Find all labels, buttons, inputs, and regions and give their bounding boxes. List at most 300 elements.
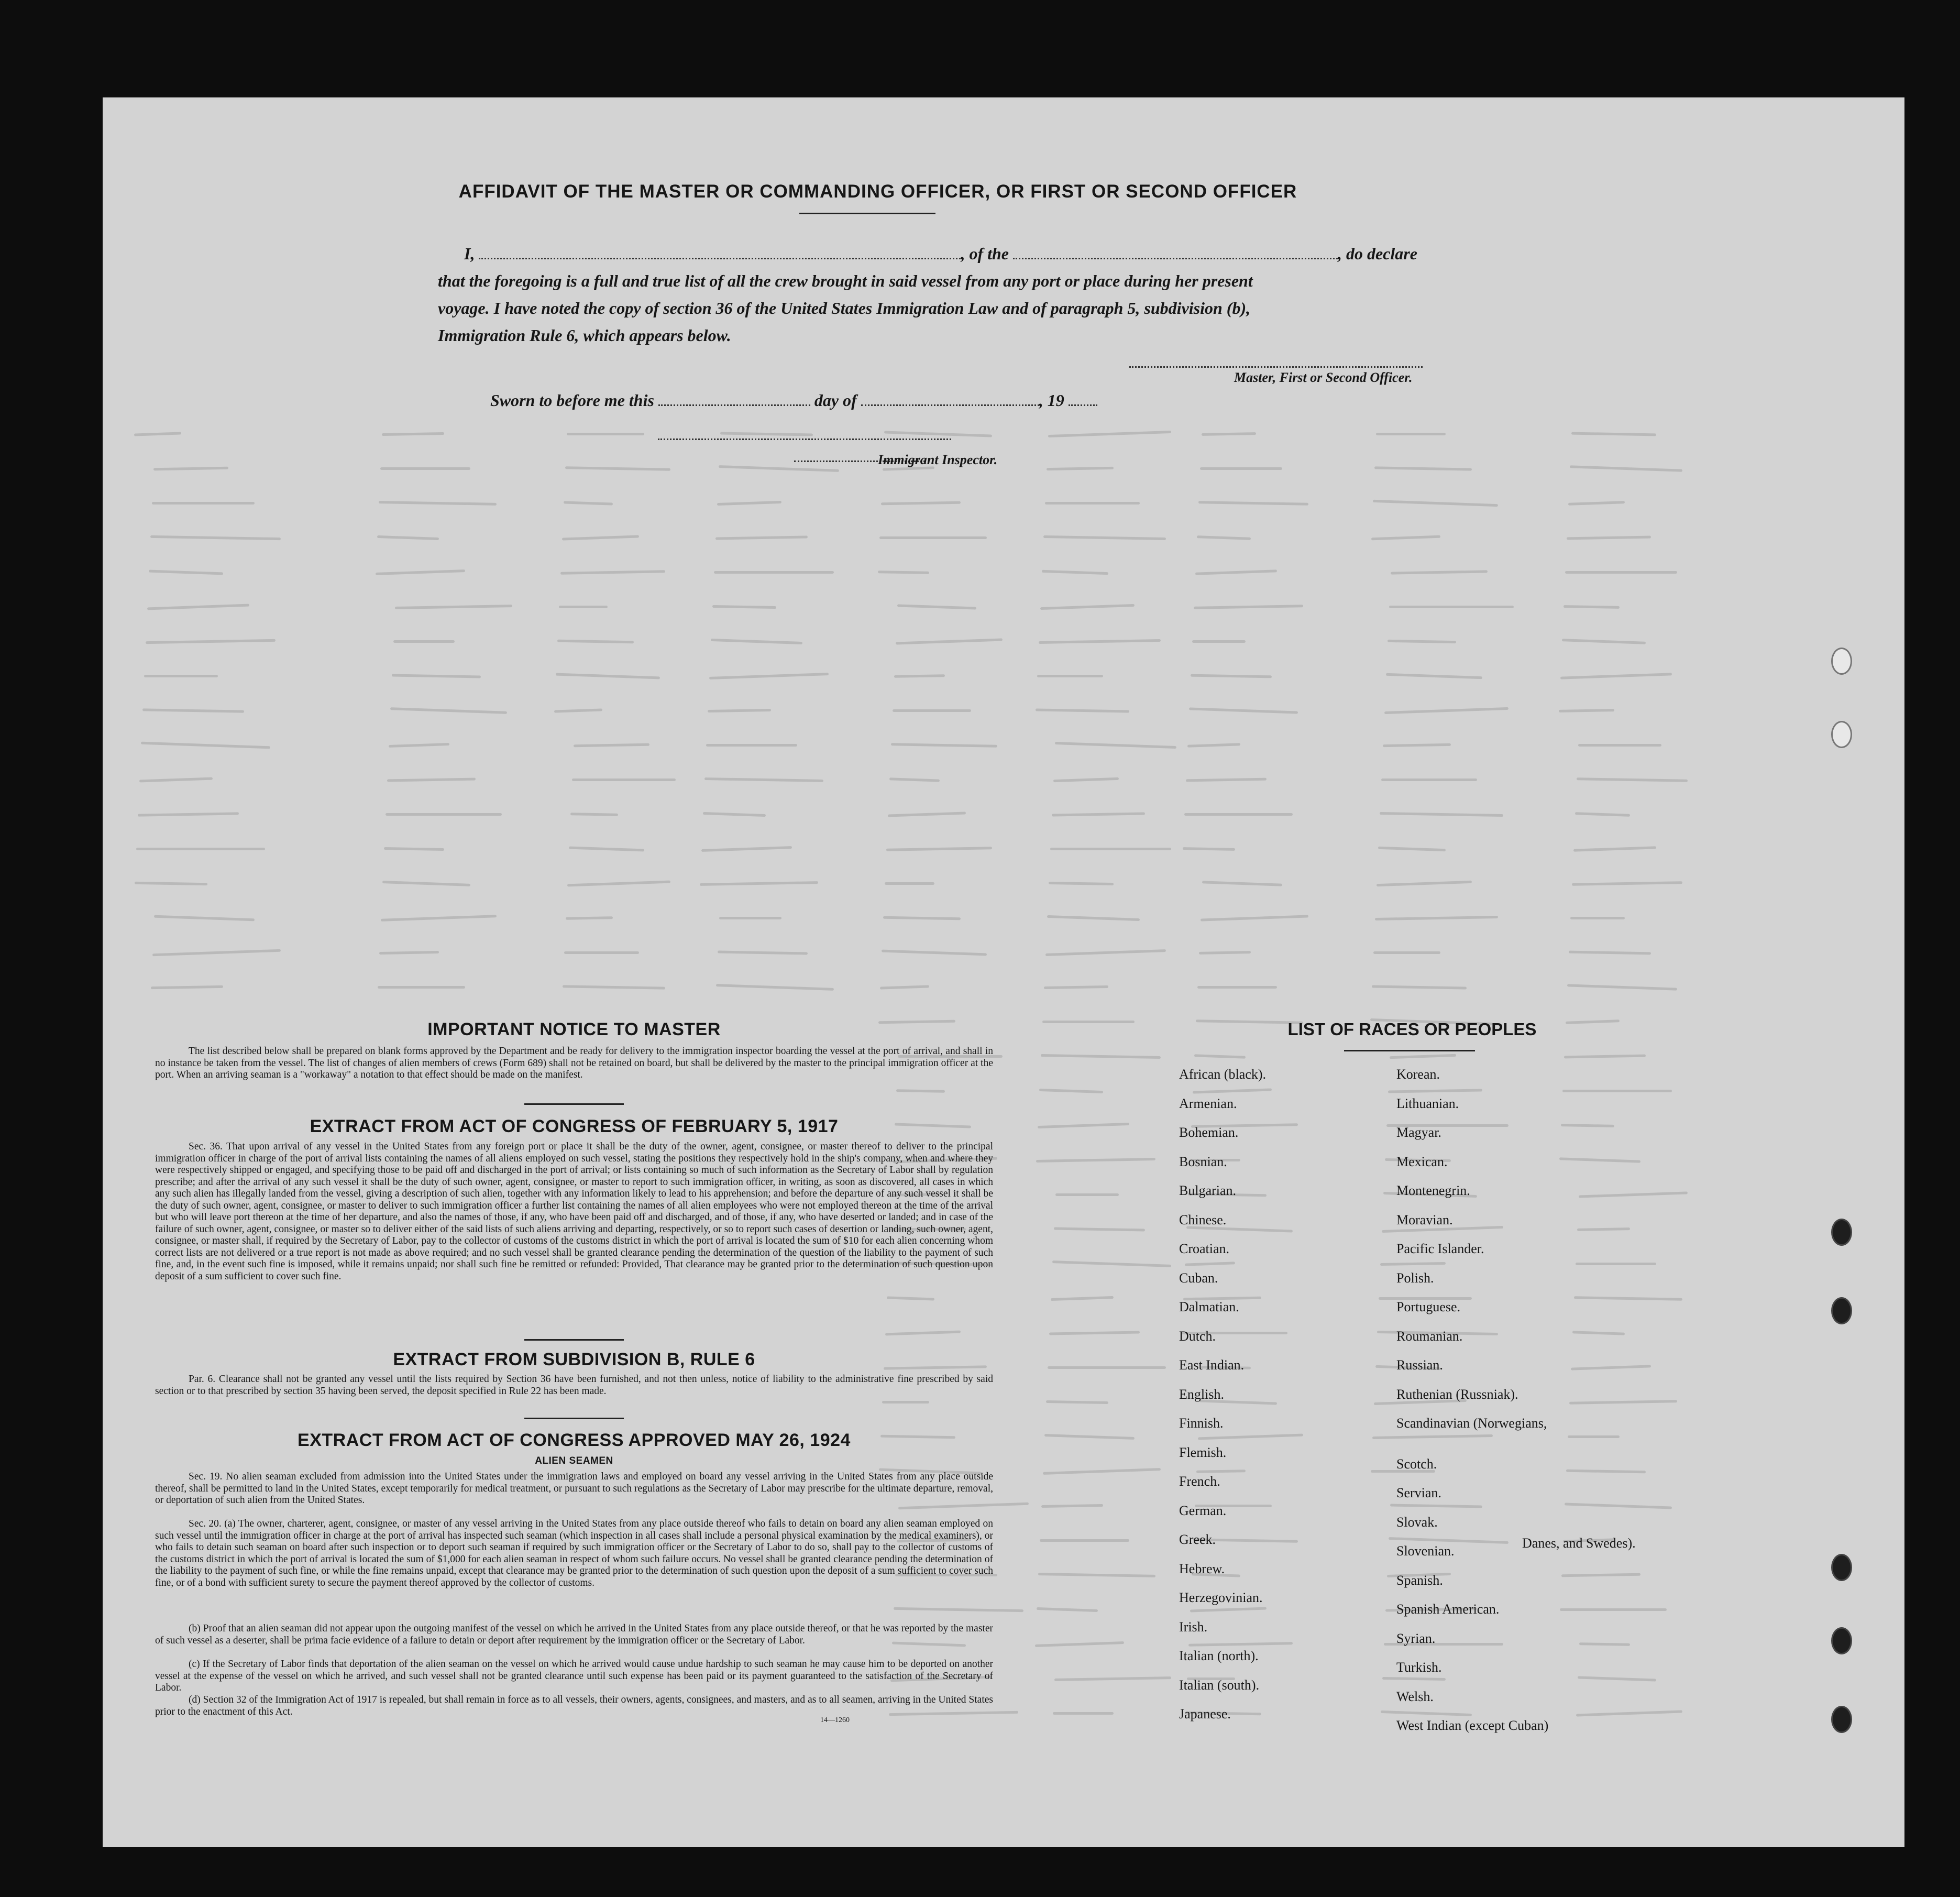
race-item: Roumanian. <box>1396 1328 1463 1344</box>
affidavit-line-3: voyage. I have noted the copy of section 36 of the United States Immigration Law and of paragraph 5, subdivision (b), <box>438 299 1251 317</box>
bleed-stroke <box>569 846 644 851</box>
bleed-stroke <box>1562 1090 1672 1092</box>
bleed-stroke <box>1196 1470 1246 1473</box>
race-item: Croatian. <box>1179 1241 1230 1256</box>
day-blank <box>658 404 810 406</box>
bleed-stroke <box>1570 465 1682 472</box>
bleed-stroke <box>1047 467 1114 470</box>
bleed-stroke <box>1183 847 1235 851</box>
bleed-stroke <box>570 813 618 816</box>
affidavit-of-the: , of the <box>961 244 1009 263</box>
bleed-stroke <box>1042 1021 1135 1023</box>
bleed-stroke <box>557 640 634 644</box>
bleed-stroke <box>706 744 797 747</box>
bleed-stroke <box>152 502 255 505</box>
bleed-stroke <box>1200 467 1282 470</box>
race-item: Italian (south). <box>1179 1677 1260 1693</box>
notice-title: IMPORTANT NOTICE TO MASTER <box>427 1019 721 1039</box>
bleed-stroke <box>565 466 670 471</box>
bleed-stroke <box>386 813 502 816</box>
name-blank <box>479 257 961 259</box>
bleed-stroke <box>1053 1712 1114 1715</box>
races-title: LIST OF RACES OR PEOPLES <box>1287 1019 1537 1039</box>
bleed-stroke <box>1380 812 1503 817</box>
bleed-stroke <box>879 536 987 539</box>
bleed-stroke <box>1185 1262 1235 1266</box>
bleed-stroke <box>1194 605 1303 609</box>
bleed-stroke <box>147 604 249 610</box>
bleed-stroke <box>392 674 481 678</box>
bleed-stroke <box>379 501 497 506</box>
bleed-stroke <box>1049 1331 1140 1335</box>
bleed-stroke <box>1045 502 1140 505</box>
bleed-stroke <box>1039 639 1161 644</box>
bleed-stroke <box>1572 1331 1625 1335</box>
bleed-stroke <box>1201 915 1308 921</box>
bleed-stroke <box>572 778 676 781</box>
bleed-stroke <box>1578 744 1661 747</box>
bleed-stroke <box>1037 1607 1098 1612</box>
race-item: French. <box>1179 1474 1220 1489</box>
bleed-stroke <box>566 916 613 920</box>
bleed-stroke <box>718 950 808 955</box>
year-blank <box>1069 404 1097 406</box>
bleed-stroke <box>559 606 608 608</box>
bleed-stroke <box>139 777 213 783</box>
race-item: Servian. <box>1396 1485 1441 1500</box>
race-item: Pacific Islander. <box>1396 1241 1484 1256</box>
bleed-stroke <box>1579 1191 1688 1198</box>
race-item: East Indian. <box>1179 1357 1245 1373</box>
inspector-caption: Immigrant Inspector. <box>878 452 998 467</box>
race-item: Chinese. <box>1179 1212 1227 1227</box>
manifest-page <box>103 97 1904 1847</box>
bleed-stroke <box>1036 1158 1155 1163</box>
bleed-stroke <box>1565 1503 1672 1509</box>
bleed-stroke <box>149 570 223 575</box>
bleed-stroke <box>1390 1054 1456 1059</box>
bleed-stroke <box>151 985 223 989</box>
bleed-stroke <box>1038 1573 1155 1577</box>
race-item: Italian (north). <box>1179 1648 1259 1663</box>
bleed-stroke <box>1382 1677 1446 1681</box>
bleed-stroke <box>567 433 644 435</box>
bleed-stroke <box>393 640 455 643</box>
bleed-stroke <box>1571 1365 1651 1370</box>
bleed-stroke <box>1373 951 1440 954</box>
bleed-stroke <box>878 571 929 574</box>
bleed-stroke <box>387 778 476 782</box>
race-item: Turkish. <box>1396 1660 1442 1675</box>
bleed-stroke <box>1566 1470 1646 1474</box>
bleed-stroke <box>567 881 670 887</box>
bleed-stroke <box>390 707 507 714</box>
bleed-stroke <box>562 535 639 540</box>
bleed-stroke <box>1377 881 1472 886</box>
divider <box>524 1103 624 1105</box>
race-item: Polish. <box>1396 1270 1434 1286</box>
race-item: Bohemian. <box>1179 1125 1239 1140</box>
bleed-stroke <box>1040 1539 1129 1542</box>
bleed-stroke <box>1194 1054 1246 1058</box>
affidavit-line-4: Immigration Rule 6, which appears below. <box>438 326 731 345</box>
bleed-stroke <box>1568 501 1625 506</box>
bleed-stroke <box>1044 1434 1135 1440</box>
bleed-stroke <box>1198 501 1308 506</box>
bleed-stroke <box>883 916 961 920</box>
race-item: Magyar. <box>1396 1125 1441 1140</box>
bleed-stroke <box>1567 984 1677 990</box>
race-item: Scotch. <box>1396 1456 1437 1472</box>
race-item: Bosnian. <box>1179 1154 1227 1169</box>
extract-rule6-title: EXTRACT FROM SUBDIVISION B, RULE 6 <box>393 1350 755 1369</box>
punch-hole <box>1831 1219 1852 1246</box>
race-item: Mexican. <box>1396 1154 1448 1169</box>
bleed-stroke <box>1045 949 1166 956</box>
bleed-stroke <box>1048 1366 1166 1369</box>
bleed-stroke <box>1574 1296 1682 1301</box>
bleed-stroke <box>1186 778 1267 782</box>
sec-20c-text: (c) If the Secretary of Labor finds that deportation of the alien seaman on the vessel on which he arrived would cause undue hardship to such seaman he may cause him to be deported on another vessel at the expense of the vessel on which he arrived, and such vessel shall not be granted clearance until such expense has been paid or its payment guaranteed to the satisfaction of the Secretary of Labor. <box>155 1659 993 1693</box>
bleed-stroke <box>1564 1055 1646 1059</box>
bleed-stroke <box>1044 985 1108 989</box>
bleed-stroke <box>880 985 929 989</box>
extract-1917-text: Sec. 36. That upon arrival of any vessel in the United States from any foreign port or place it shall be the duty of the owner, agent, consignee, or master thereof to deliver to the principal immigration officer in charge of the port of arrival lists containing the names of all aliens employed on such vessel, stating the positions they respectively hold in the ship's company, when and where they were respectively shipped or engaged, and specifying those to be paid off and discharged in the port of arrival; or lists containing so much of such information as the Secretary of Labor shall by regulation prescribe; and after the arrival of any such vessel it shall be the duty of such owner, agent, consignee, or master to report to such immigration officer, in writing, as soon as discovered, all cases in which any such alien has illegally landed from the vessel, giving a description of such alien, together with any information likely to lead to his apprehension; and before the departure of any such vessel it shall be the duty of such owner, agent, consignee, or master to deliver to such immigration officer a further list containing the names of all alien employees who were not employed thereon at the time of the arrival but who will leave port thereon at the time of her departure, and also the names of those, if any, who have been paid off and discharged, and of those, if any, who have deserted or landed; and in case of the failure of such owner, agent, consignee, or master so to deliver either of the said lists of such aliens arriving and departing, respectively, or so to report such cases of desertion or landing, such owner, agent, consignee, or master shall, if required by the Secretary of Labor, pay to the collector of customs of the customs district in which the port of arrival is located the sum of $10 for each alien concerning whom correct lists are not delivered or a true report is not made as above required; and no such vessel shall be granted clearance pending the determination of the question of the liability to the payment of such fine, and, in the event such fine is imposed, while it remains unpaid; nor shall such fine be remitted or refunded: Provided, That clearance may be granted prior to the determination of such question upon deposit of a sum sufficient to cover such fine. <box>155 1141 993 1282</box>
bleed-stroke <box>377 535 439 540</box>
race-item: Slovenian. <box>1396 1543 1455 1559</box>
bleed-stroke <box>1579 1642 1630 1646</box>
master-signature-line <box>1129 366 1423 368</box>
race-item: Irish. <box>1179 1619 1208 1635</box>
bleed-stroke <box>1578 1676 1656 1681</box>
bleed-stroke <box>1561 1124 1614 1127</box>
inspector-signature-line <box>658 438 951 440</box>
punch-hole <box>1831 1706 1852 1733</box>
punch-hole <box>1831 1554 1852 1581</box>
bleed-stroke <box>1043 1468 1161 1475</box>
bleed-stroke <box>704 777 823 782</box>
bleed-stroke <box>138 812 239 816</box>
bleed-stroke <box>717 501 781 506</box>
alien-seamen-subtitle: ALIEN SEAMEN <box>535 1455 613 1466</box>
bleed-stroke <box>1046 1400 1108 1404</box>
bleed-stroke <box>574 743 649 748</box>
bleed-stroke <box>885 882 934 885</box>
bleed-stroke <box>1390 1504 1482 1508</box>
race-item: Hebrew. <box>1179 1561 1225 1576</box>
bleed-stroke <box>135 882 207 885</box>
bleed-stroke <box>1388 1089 1482 1093</box>
punch-hole <box>1831 721 1852 748</box>
bleed-stroke <box>893 709 971 712</box>
divider <box>524 1339 624 1341</box>
bleed-stroke <box>1051 1296 1114 1301</box>
bleed-stroke <box>1049 882 1114 885</box>
bleed-stroke <box>714 571 834 574</box>
bleed-stroke <box>896 1089 945 1093</box>
bleed-stroke <box>1037 675 1103 677</box>
bleed-stroke <box>882 949 987 956</box>
affidavit-line-2: that the foregoing is a full and true list of all the crew brought in said vessel from any port or place during her present <box>438 271 1253 290</box>
bleed-stroke <box>395 605 512 609</box>
bleed-stroke <box>1052 1260 1171 1267</box>
sworn-day-of: day of <box>814 391 857 410</box>
bleed-stroke <box>891 743 997 748</box>
bleed-stroke <box>1568 1435 1620 1438</box>
bleed-stroke <box>884 431 992 437</box>
bleed-stroke <box>1372 985 1467 989</box>
sworn-year: , 19 <box>1039 391 1064 410</box>
bleed-stroke <box>1561 1573 1640 1577</box>
race-item: Flemish. <box>1179 1444 1227 1460</box>
bleed-stroke <box>1560 673 1672 679</box>
affidavit-line-1 <box>464 244 1417 264</box>
bleed-stroke <box>1372 1434 1493 1439</box>
race-item: Japanese. <box>1179 1706 1231 1721</box>
bleed-stroke <box>154 915 255 922</box>
divider <box>524 1418 624 1419</box>
bleed-stroke <box>376 569 465 575</box>
bleed-stroke <box>1575 812 1630 817</box>
bleed-stroke <box>146 639 276 644</box>
sec-19-text: Sec. 19. No alien seaman excluded from admission into the United States under the immigration laws and employed on board any vessel arriving in the United States from any place outside thereof, shall be permitted to land in the United States, except temporarily for medical treatment, or pursuant to such regulations as the Secretary of Labor may prescribe for the ultimate departure, removal, or deportation of such alien from the United States. <box>155 1471 993 1506</box>
bleed-stroke <box>1041 1054 1161 1059</box>
race-item: Armenian. <box>1179 1095 1237 1111</box>
bleed-stroke <box>382 881 470 886</box>
bleed-stroke <box>1199 951 1251 955</box>
bleed-stroke <box>1572 881 1682 886</box>
bleed-stroke <box>1389 606 1514 608</box>
bleed-stroke <box>896 638 1003 644</box>
bleed-stroke <box>1562 639 1646 644</box>
bleed-stroke <box>136 848 265 850</box>
bleed-stroke <box>1039 1089 1103 1093</box>
bleed-stroke <box>1381 1710 1472 1716</box>
bleed-stroke <box>1048 431 1171 437</box>
sworn-before: Sworn to before me this <box>490 391 654 410</box>
race-item: Portuguese. <box>1396 1299 1461 1314</box>
race-item: Spanish American. <box>1396 1602 1500 1617</box>
race-item: English. <box>1179 1386 1224 1402</box>
bleed-stroke <box>1374 466 1472 470</box>
bleed-stroke <box>1055 742 1176 749</box>
bleed-stroke <box>1038 1123 1129 1128</box>
extract-1924-title: EXTRACT FROM ACT OF CONGRESS APPROVED MAY 26, 1924 <box>298 1430 851 1450</box>
bleed-stroke <box>1040 604 1135 610</box>
punch-hole <box>1831 1297 1852 1324</box>
race-item: West Indian (except Cuban) <box>1396 1718 1549 1733</box>
bleed-stroke <box>1193 1088 1272 1093</box>
notice-text: The list described below shall be prepared on blank forms approved by the Department and be ready for delivery to the immigration inspector boarding the vessel at the port of arrival, and shall in no instance be taken from the vessel. The list of changes of alien members of crews (Form 689) shall not be retained on board, but shall be delivered by the master to the principal immigration officer at the port. When an arriving seaman is a "workaway" a notation to that effect should be made on the manifest. <box>155 1046 993 1080</box>
bleed-stroke <box>563 985 665 989</box>
race-item: Greek. <box>1179 1532 1216 1547</box>
affidavit-declare: , do declare <box>1338 244 1417 263</box>
bleed-stroke <box>564 951 639 954</box>
bleed-stroke <box>1187 743 1240 748</box>
bleed-stroke <box>1054 1676 1171 1681</box>
bleed-stroke <box>712 605 776 609</box>
race-item: Ruthenian (Russniak). <box>1396 1386 1518 1402</box>
bleed-stroke <box>894 1607 1023 1612</box>
race-item: Finnish. <box>1179 1416 1224 1431</box>
bleed-stroke <box>1563 605 1620 609</box>
bleed-stroke <box>719 917 781 919</box>
race-item: Bulgarian. <box>1179 1183 1237 1198</box>
extract-1917-title: EXTRACT FROM ACT OF CONGRESS OF FEBRUARY 5, 1917 <box>310 1116 839 1136</box>
vessel-blank <box>1013 257 1338 259</box>
bleed-stroke <box>150 535 281 540</box>
bleed-stroke <box>1052 812 1145 816</box>
bleed-stroke <box>382 432 444 436</box>
bleed-stroke <box>554 708 602 712</box>
bleed-stroke <box>1569 951 1651 955</box>
race-item: African (black). <box>1179 1067 1267 1082</box>
bleed-stroke <box>379 951 439 955</box>
races-title-rule <box>1344 1050 1475 1051</box>
race-item: German. <box>1179 1503 1227 1518</box>
bleed-stroke <box>389 743 449 748</box>
bleed-stroke <box>888 812 966 817</box>
bleed-stroke <box>1371 535 1440 541</box>
sworn-line <box>490 391 1097 410</box>
bleed-stroke <box>1189 707 1298 714</box>
master-caption: Master, First or Second Officer. <box>1234 370 1413 385</box>
bleed-stroke <box>887 1296 934 1300</box>
bleed-stroke <box>1380 1262 1446 1266</box>
bleed-stroke <box>1576 1710 1682 1716</box>
bleed-stroke <box>715 535 808 540</box>
race-item: Spanish. <box>1396 1572 1443 1588</box>
bleed-stroke <box>894 674 945 678</box>
bleed-stroke <box>1560 1608 1667 1611</box>
race-item: Danes, and Swedes). <box>1522 1536 1636 1551</box>
bleed-stroke <box>886 847 992 851</box>
race-item: Lithuanian. <box>1396 1095 1459 1111</box>
sec-20a-text: Sec. 20. (a) The owner, charterer, agent, consignee, or master of any vessel arriving in the United States from any place outside thereof who fails to detain on board any alien seaman employed on such vessel until the immigration officer in charge at the port of arrival has inspected such seaman (which inspection in all cases shall include a personal physical examination by the medical examiners), or who fails to detain such seaman on board after such inspection or to deport such seaman if required by such immigration officer or the Secretary of Labor to do so, shall pay to the collector of customs of the customs district in which the port of arrival is located the sum of $1,000 for each alien seaman in respect of whom such failure occurs. No vessel shall be granted clearance pending the determination of the liability to the payment of such fine, or while the fine remains unpaid, except that clearance may be granted prior to the determination of such question upon the deposit of a sum sufficient to cover such fine, or of a bond with sufficient surety to secure the payment thereof approved by the collector of customs. <box>155 1518 993 1588</box>
race-item: Herzegovinian. <box>1179 1590 1263 1605</box>
race-item: Korean. <box>1396 1067 1440 1082</box>
sec-20d-text: (d) Section 32 of the Immigration Act of 1917 is repealed, but shall remain in force as to all vessels, their owners, agents, consignees, and masters, and as to all seamen, arriving in the United States prior to the enactment of this Act. <box>155 1694 993 1717</box>
scan-border <box>0 0 1960 97</box>
punch-hole <box>1831 1627 1852 1654</box>
bleed-stroke <box>1570 917 1625 919</box>
bleed-stroke <box>381 915 497 922</box>
sec-20b-text: (b) Proof that an alien seaman did not appear upon the outgoing manifest of the vessel on which he arrived in the United States from any place outside thereof, or that he was reported by the master of such vessel as a deserter, shall be prima facie evidence of a failure to detain or deport after requirement by the immigration officer or the Secretary of Labor. <box>155 1623 993 1646</box>
bleed-stroke <box>1559 709 1614 712</box>
bleed-stroke <box>701 846 792 852</box>
bleed-stroke <box>711 639 802 644</box>
extract-rule6-text: Par. 6. Clearance shall not be granted any vessel until the lists required by Section 36 have been furnished, and not then unless, notice of liability to the administrative fine prescribed by said section or to that prescribed by section 35 having been served, the deposit specified in Rule 22 has been made. <box>155 1374 993 1397</box>
race-item: Moravian. <box>1396 1212 1453 1227</box>
bleed-stroke <box>384 847 444 851</box>
bleed-stroke <box>885 1330 961 1335</box>
bleed-stroke <box>1036 708 1129 712</box>
bleed-stroke <box>1188 1642 1293 1646</box>
bleed-stroke <box>1559 1157 1640 1163</box>
bleed-stroke <box>1192 640 1246 643</box>
bleed-stroke <box>719 465 839 472</box>
bleed-stroke <box>1567 536 1651 540</box>
bleed-stroke <box>378 986 465 989</box>
bleed-stroke <box>564 501 613 505</box>
punch-hole <box>1831 648 1852 675</box>
bleed-stroke <box>708 709 771 712</box>
race-item: Dutch. <box>1179 1328 1216 1344</box>
bleed-stroke <box>1197 986 1277 989</box>
bleed-stroke <box>1576 1263 1656 1265</box>
bleed-stroke <box>1191 674 1272 678</box>
bleed-stroke <box>881 501 961 506</box>
bleed-stroke <box>1195 569 1277 575</box>
form-number: 14—1260 <box>820 1716 850 1724</box>
race-item: Cuban. <box>1179 1270 1218 1286</box>
bleed-stroke <box>700 881 818 886</box>
bleed-stroke <box>1050 848 1171 850</box>
bleed-stroke <box>1202 881 1282 886</box>
race-item: Slovak. <box>1396 1514 1438 1530</box>
bleed-stroke <box>1198 1433 1303 1440</box>
bleed-stroke <box>709 673 829 679</box>
bleed-stroke <box>716 984 834 991</box>
bleed-stroke <box>1053 777 1119 782</box>
bleed-stroke <box>1376 433 1446 435</box>
bleed-stroke <box>1054 1227 1145 1231</box>
bleed-stroke <box>141 742 270 749</box>
bleed-stroke <box>560 570 665 574</box>
bleed-stroke <box>152 949 281 957</box>
bleed-stroke <box>142 708 244 712</box>
affidavit-title: AFFIDAVIT OF THE MASTER OR COMMANDING OFFICER, OR FIRST OR SECOND OFFICER <box>458 181 1297 202</box>
title-rule <box>799 213 935 214</box>
race-item: Syrian. <box>1396 1630 1436 1646</box>
bleed-stroke <box>144 675 218 677</box>
month-blank <box>861 404 1039 406</box>
bleed-stroke <box>1577 1227 1630 1231</box>
bleed-stroke <box>1565 571 1677 574</box>
affidavit-i: I, <box>464 244 475 263</box>
bleed-stroke <box>897 604 976 609</box>
bleed-stroke <box>1184 813 1293 816</box>
bleed-stroke <box>1391 570 1488 574</box>
race-item: Russian. <box>1396 1357 1443 1373</box>
bleed-stroke <box>1375 916 1498 920</box>
bleed-stroke <box>1197 535 1251 540</box>
bleed-stroke <box>1388 640 1456 643</box>
bleed-stroke <box>134 432 181 436</box>
bleed-stroke <box>1577 777 1688 782</box>
bleed-stroke <box>703 812 766 817</box>
bleed-stroke <box>1047 915 1140 921</box>
bleed-stroke <box>1378 847 1446 851</box>
bleed-stroke <box>1383 743 1451 747</box>
bleed-stroke <box>1373 500 1498 507</box>
bleed-stroke <box>556 673 660 679</box>
bleed-stroke <box>1190 1607 1267 1612</box>
bleed-stroke <box>1035 1641 1124 1647</box>
bleed-stroke <box>1573 846 1656 852</box>
bleed-stroke <box>380 467 470 470</box>
bleed-stroke <box>720 432 813 436</box>
bleed-stroke <box>153 467 228 470</box>
bleed-stroke <box>1381 778 1477 781</box>
race-item: Scandinavian (Norwegians, <box>1396 1416 1547 1431</box>
bleed-stroke <box>1043 535 1166 540</box>
bleed-stroke <box>889 777 940 782</box>
bleed-stroke <box>882 1401 929 1403</box>
bleed-stroke <box>1042 570 1108 575</box>
bleed-stroke <box>1202 432 1256 436</box>
bleed-stroke <box>1386 673 1482 679</box>
